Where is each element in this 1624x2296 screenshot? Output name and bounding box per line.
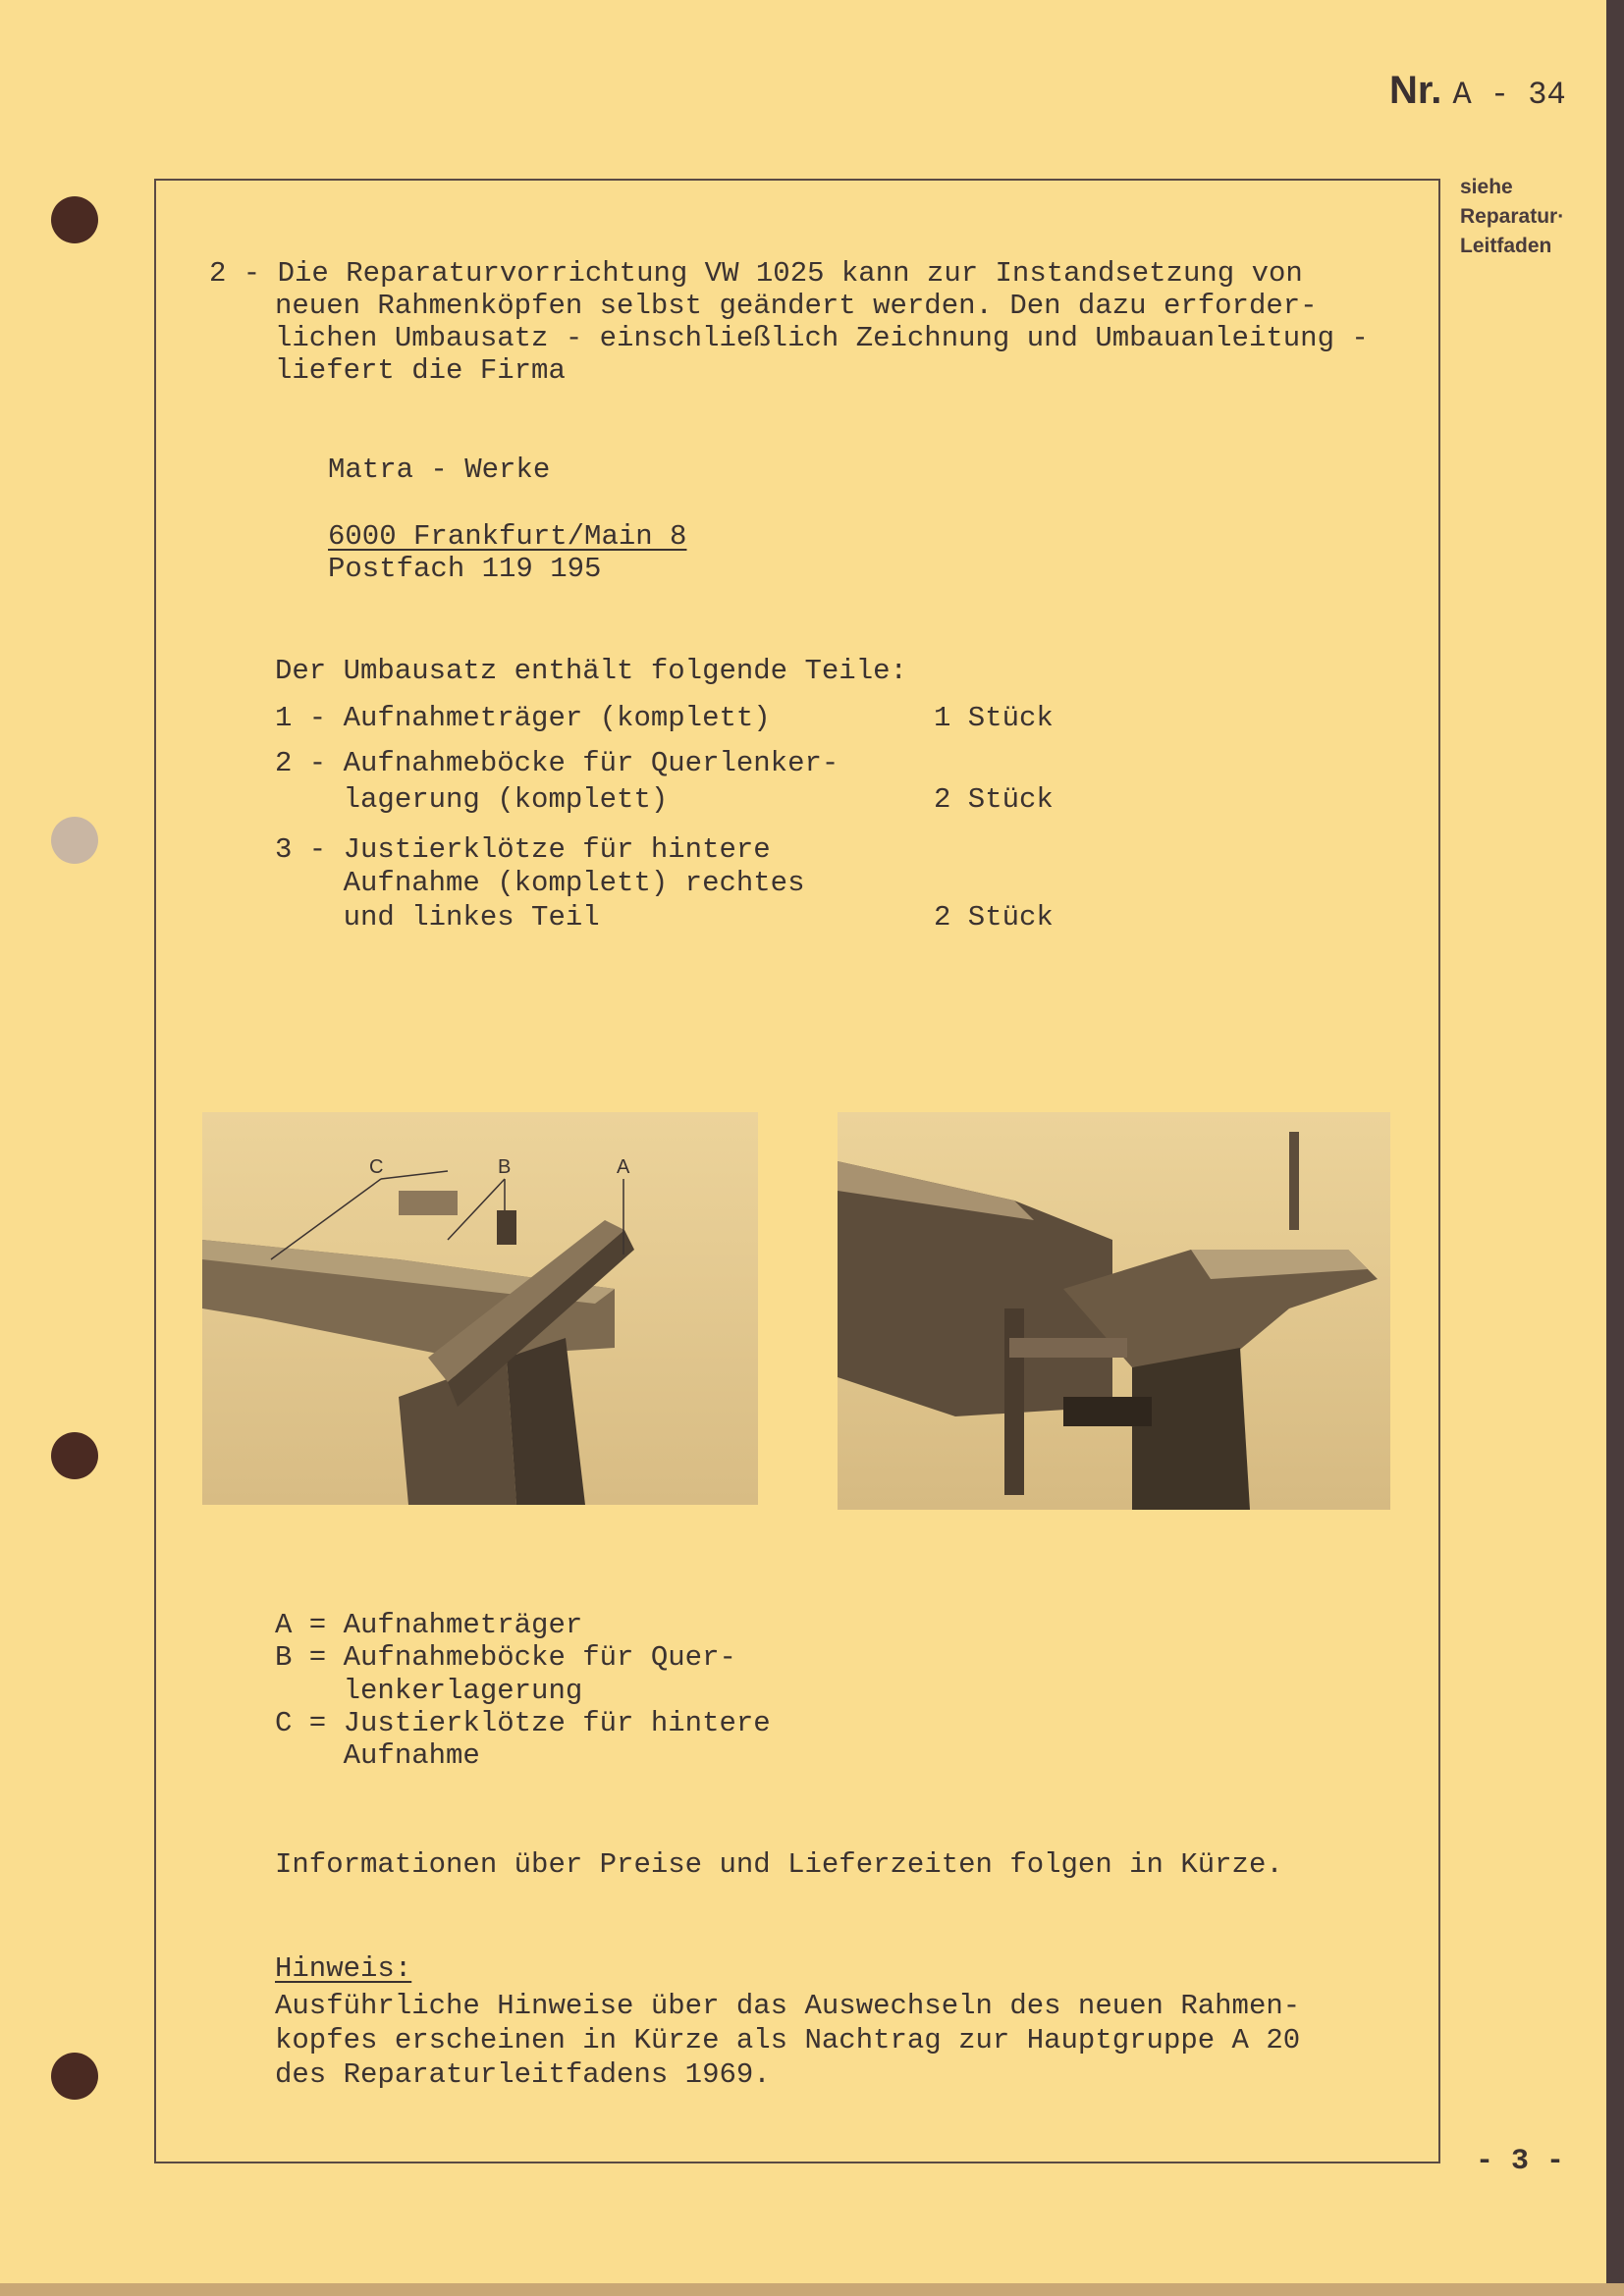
page-edge-bottom <box>0 2283 1624 2296</box>
parts-item-line: 2 - Aufnahmeböcke für Querlenker- <box>275 747 839 779</box>
address-company: Matra - Werke <box>328 454 551 486</box>
punch-hole <box>51 1432 98 1479</box>
note-line: des Reparaturleitfadens 1969. <box>275 2058 771 2091</box>
punch-hole <box>51 817 98 864</box>
note-line: Ausführliche Hinweise über das Auswechseln des neuen Rahmen- <box>275 1990 1301 2022</box>
photo-label-c: C <box>369 1156 384 1178</box>
address-city: 6000 Frankfurt/Main 8 <box>328 520 687 553</box>
parts-item-qty: 2 Stück <box>934 901 1054 934</box>
nr-value: A - 34 <box>1452 77 1566 113</box>
legend-line: A = Aufnahmeträger <box>275 1609 583 1641</box>
legend-line: lenkerlagerung <box>275 1675 583 1707</box>
parts-item-line: lagerung (komplett) <box>275 783 669 816</box>
address-postbox: Postfach 119 195 <box>328 553 602 585</box>
photo-frame-head-mounted <box>838 1112 1390 1510</box>
parts-item-line: und linkes Teil <box>275 901 600 934</box>
document-number <box>1389 69 1566 113</box>
legend-line: C = Justierklötze für hintere <box>275 1707 771 1739</box>
photo-label-b: B <box>498 1156 512 1178</box>
legend-line: Aufnahme <box>275 1739 480 1772</box>
parts-item-line: 1 - Aufnahmeträger (komplett) <box>275 702 771 734</box>
paragraph-line: lichen Umbausatz - einschließlich Zeichnung und Umbauanleitung - <box>275 322 1369 354</box>
paragraph-line: 2 - Die Reparaturvorrichtung VW 1025 kann zur Instandsetzung von <box>209 257 1303 290</box>
paragraph-line: neuen Rahmenköpfen selbst geändert werden. Den dazu erforder- <box>275 290 1318 322</box>
parts-item-line: Aufnahme (komplett) rechtes <box>275 867 805 899</box>
parts-item-qty: 2 Stück <box>934 783 1054 816</box>
side-note-line: Leitfaden <box>1460 235 1552 257</box>
nr-label: Nr. <box>1389 69 1442 112</box>
parts-item-line: 3 - Justierklötze für hintere <box>275 833 771 866</box>
page-number: - 3 - <box>1476 2145 1565 2178</box>
punch-hole <box>51 196 98 243</box>
photo-label-a: A <box>617 1156 630 1178</box>
paragraph-line: liefert die Firma <box>275 354 566 387</box>
info-text: Informationen über Preise und Lieferzeiten folgen in Kürze. <box>275 1848 1283 1881</box>
page-edge <box>1606 0 1624 2296</box>
note-title: Hinweis: <box>275 1952 412 1985</box>
parts-intro: Der Umbausatz enthält folgende Teile: <box>275 655 907 687</box>
note-line: kopfes erscheinen in Kürze als Nachtrag zur Hauptgruppe A 20 <box>275 2024 1301 2056</box>
photo-repair-fixture <box>202 1112 758 1505</box>
side-note <box>1460 173 1564 261</box>
punch-hole <box>51 2053 98 2100</box>
side-note-line: Reparatur· <box>1460 205 1565 228</box>
legend-line: B = Aufnahmeböcke für Quer- <box>275 1641 736 1674</box>
side-note-line: siehe <box>1460 176 1513 198</box>
parts-item-qty: 1 Stück <box>934 702 1054 734</box>
